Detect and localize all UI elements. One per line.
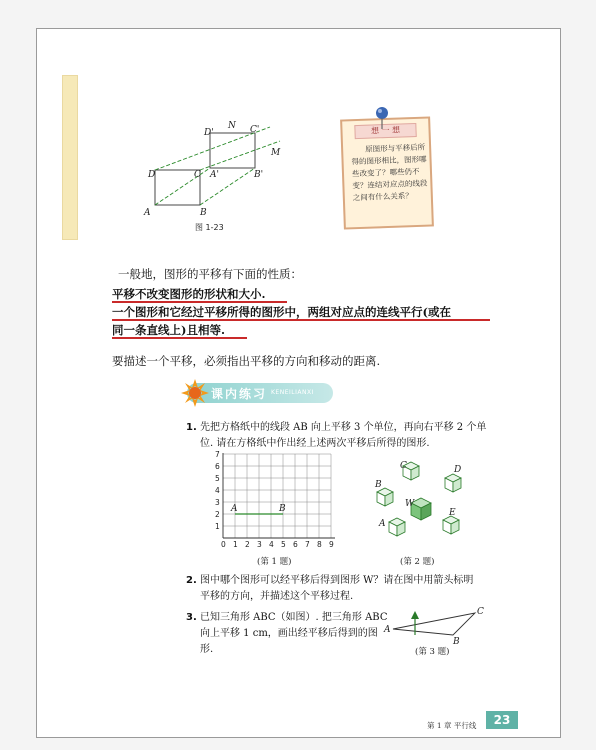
- underline-1: [112, 301, 287, 303]
- cube-label-d: D: [454, 465, 462, 475]
- cube-b: [377, 488, 393, 506]
- x-tick-label: 9: [329, 540, 334, 549]
- question-2: 2. 图中哪个图形可以经平移后得到图形 W？请在图中用箭头标明: [186, 575, 474, 586]
- label-a: A: [144, 208, 151, 218]
- label-d: D: [148, 170, 156, 180]
- line-cm: [200, 141, 280, 170]
- question-2-line2: 平移的方向，并描述这个平移过程.: [200, 591, 354, 602]
- exercise-title: 课内练习: [211, 387, 268, 401]
- y-tick-label: 5: [215, 474, 220, 483]
- underline-3: [112, 337, 247, 339]
- cube-label-e: E: [449, 508, 456, 518]
- pushpin-icon: [373, 106, 391, 130]
- grid-label-a: A: [231, 504, 238, 514]
- property-1: 平移不改变图形的形状和大小.: [112, 287, 266, 301]
- question-1: 1. 先把方格纸中的线段 AB 向上平移 3 个单位，再向右平移 2 个单: [186, 422, 487, 433]
- think-note: [340, 116, 434, 229]
- cube-label-w: W: [405, 499, 415, 509]
- translation-description: 要描述一个平移，必须指出平移的方向和移动的距离.: [112, 354, 381, 368]
- caption-q3: (第 3 题): [415, 647, 450, 657]
- label-c: C: [194, 170, 201, 180]
- y-tick-label: 3: [215, 498, 220, 507]
- sun-icon: [181, 379, 209, 407]
- y-tick-label: 2: [215, 510, 220, 519]
- label-b-prime: B': [254, 170, 264, 180]
- cube-a: [389, 518, 405, 536]
- think-text: 原图形与平移后所得的图形相比，图形哪些改变了？哪些仍不变？连结对应点的线段之间有什么关系？: [351, 142, 428, 203]
- tri-label-c: C: [477, 607, 484, 617]
- cube-label-c: C: [400, 461, 407, 471]
- label-a-prime: A': [210, 170, 219, 180]
- x-tick-label: 7: [305, 540, 310, 549]
- x-tick-label: 4: [269, 540, 274, 549]
- caption-q1: (第 1 题): [257, 557, 292, 567]
- cube-label-b: B: [375, 480, 382, 490]
- page-number: 23: [486, 711, 518, 729]
- y-tick-label: 4: [215, 486, 220, 495]
- q3-triangle: [383, 605, 493, 645]
- x-tick-label: 6: [293, 540, 298, 549]
- question-1-line2: 位. 请在方格纸中作出经上述两次平移后所得的图形.: [200, 438, 430, 449]
- tri-label-b: B: [453, 637, 460, 645]
- property-2-line2: 同一条直线上)且相等.: [112, 323, 225, 337]
- cube-d: [445, 474, 461, 492]
- rect-translated: [210, 133, 255, 168]
- question-3-line3: 形.: [200, 644, 214, 655]
- chapter-label: 第 1 章 平行线: [427, 721, 477, 730]
- label-b: B: [200, 208, 207, 218]
- underline-2: [112, 319, 490, 321]
- figure-caption: 图 1-23: [195, 223, 224, 232]
- y-tick-label: 1: [215, 522, 220, 531]
- y-tick-label: 6: [215, 462, 220, 471]
- exercise-subtitle: KENEILIANXI: [271, 389, 314, 396]
- label-n: N: [228, 121, 236, 131]
- figure-1-23: [140, 115, 300, 240]
- up-arrow-icon: [411, 611, 419, 619]
- property-2-line1: 一个图形和它经过平移所得的图形中，两组对应点的连线平行(或在: [112, 305, 451, 319]
- label-d-prime: D': [204, 128, 214, 138]
- cube-label-a: A: [379, 519, 386, 529]
- grid-label-b: B: [279, 504, 286, 514]
- x-tick-label: 1: [233, 540, 238, 549]
- think-title: 想 一 想: [354, 123, 416, 139]
- tri-label-a: A: [384, 625, 391, 635]
- property-intro: 一般地，图形的平移有下面的性质：: [118, 267, 302, 281]
- x-tick-label: 5: [281, 540, 286, 549]
- y-tick-label: 7: [215, 450, 220, 459]
- label-c-prime: C': [250, 125, 260, 135]
- question-3-line2: 向上平移 1 cm，画出经平移后得到的图: [200, 628, 378, 639]
- question-3: 3. 已知三角形 ABC（如图）. 把三角形 ABC: [186, 612, 388, 623]
- q1-grid: [205, 450, 340, 555]
- x-tick-label: 3: [257, 540, 262, 549]
- label-m: M: [271, 148, 281, 158]
- q2-cube-figures: [365, 460, 475, 550]
- x-tick-label: 0: [221, 540, 226, 549]
- x-tick-label: 8: [317, 540, 322, 549]
- decorative-side-strip: [62, 75, 78, 240]
- caption-q2: (第 2 题): [400, 557, 435, 567]
- cube-e: [443, 516, 459, 534]
- x-tick-label: 2: [245, 540, 250, 549]
